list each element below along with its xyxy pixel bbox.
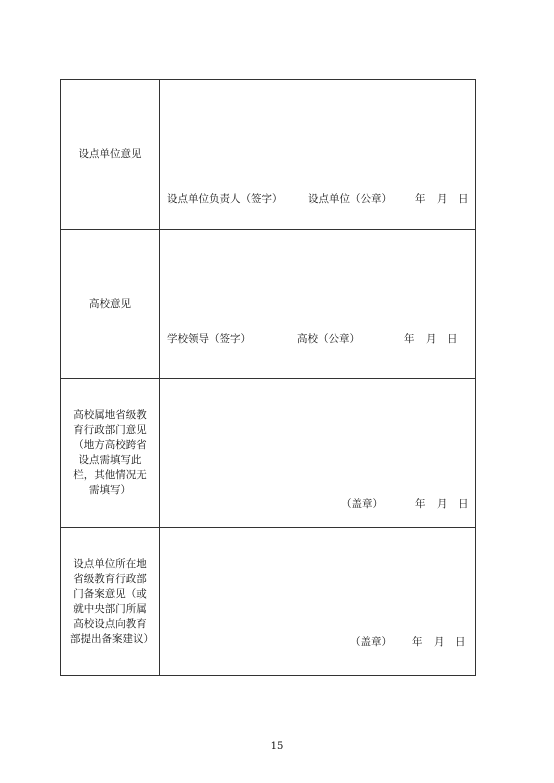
page-number: 15 (270, 741, 284, 752)
official-seal-label: 高校（公章） (297, 333, 360, 345)
day-label: 日 (455, 636, 466, 648)
seal-label: （盖章） (341, 498, 383, 510)
day-label: 日 (458, 498, 469, 510)
month-label: 月 (437, 498, 448, 510)
label-cell (61, 230, 160, 378)
label-cell (61, 528, 160, 675)
row-site-unit-opinion (61, 80, 475, 230)
row-label: 高校属地省级教育行政部门意见（地方高校跨省设点需填写此栏，其他情况无需填写） (73, 409, 147, 496)
day-label: 日 (458, 193, 469, 205)
row-label: 高校意见 (89, 297, 131, 310)
official-seal-label: 设点单位（公章） (308, 193, 392, 205)
year-label: 年 (415, 193, 426, 205)
opinion-input-area[interactable] (160, 528, 475, 675)
day-label: 日 (447, 333, 458, 345)
month-label: 月 (434, 636, 445, 648)
year-label: 年 (415, 498, 426, 510)
row-filing-opinion (61, 528, 475, 675)
year-label: 年 (404, 333, 415, 345)
opinion-input-area[interactable] (160, 230, 475, 378)
year-label: 年 (412, 636, 423, 648)
label-cell (61, 80, 160, 229)
signer-label: 设点单位负责人（签字） (167, 193, 283, 205)
month-label: 月 (426, 333, 437, 345)
label-cell (61, 379, 160, 527)
row-label: 设点单位所在地省级教育行政部门备案意见（或就中央部门所属高校设点向教育部提出备案建议） (70, 557, 154, 645)
approval-form-table (60, 79, 476, 676)
signer-label: 学校领导（签字） (167, 333, 251, 345)
month-label: 月 (437, 193, 448, 205)
row-provincial-education-opinion (61, 379, 475, 528)
row-university-opinion (61, 230, 475, 379)
opinion-input-area[interactable] (160, 379, 475, 527)
opinion-input-area[interactable] (160, 80, 475, 229)
seal-label: （盖章） (350, 636, 392, 648)
row-label: 设点单位意见 (78, 148, 142, 160)
